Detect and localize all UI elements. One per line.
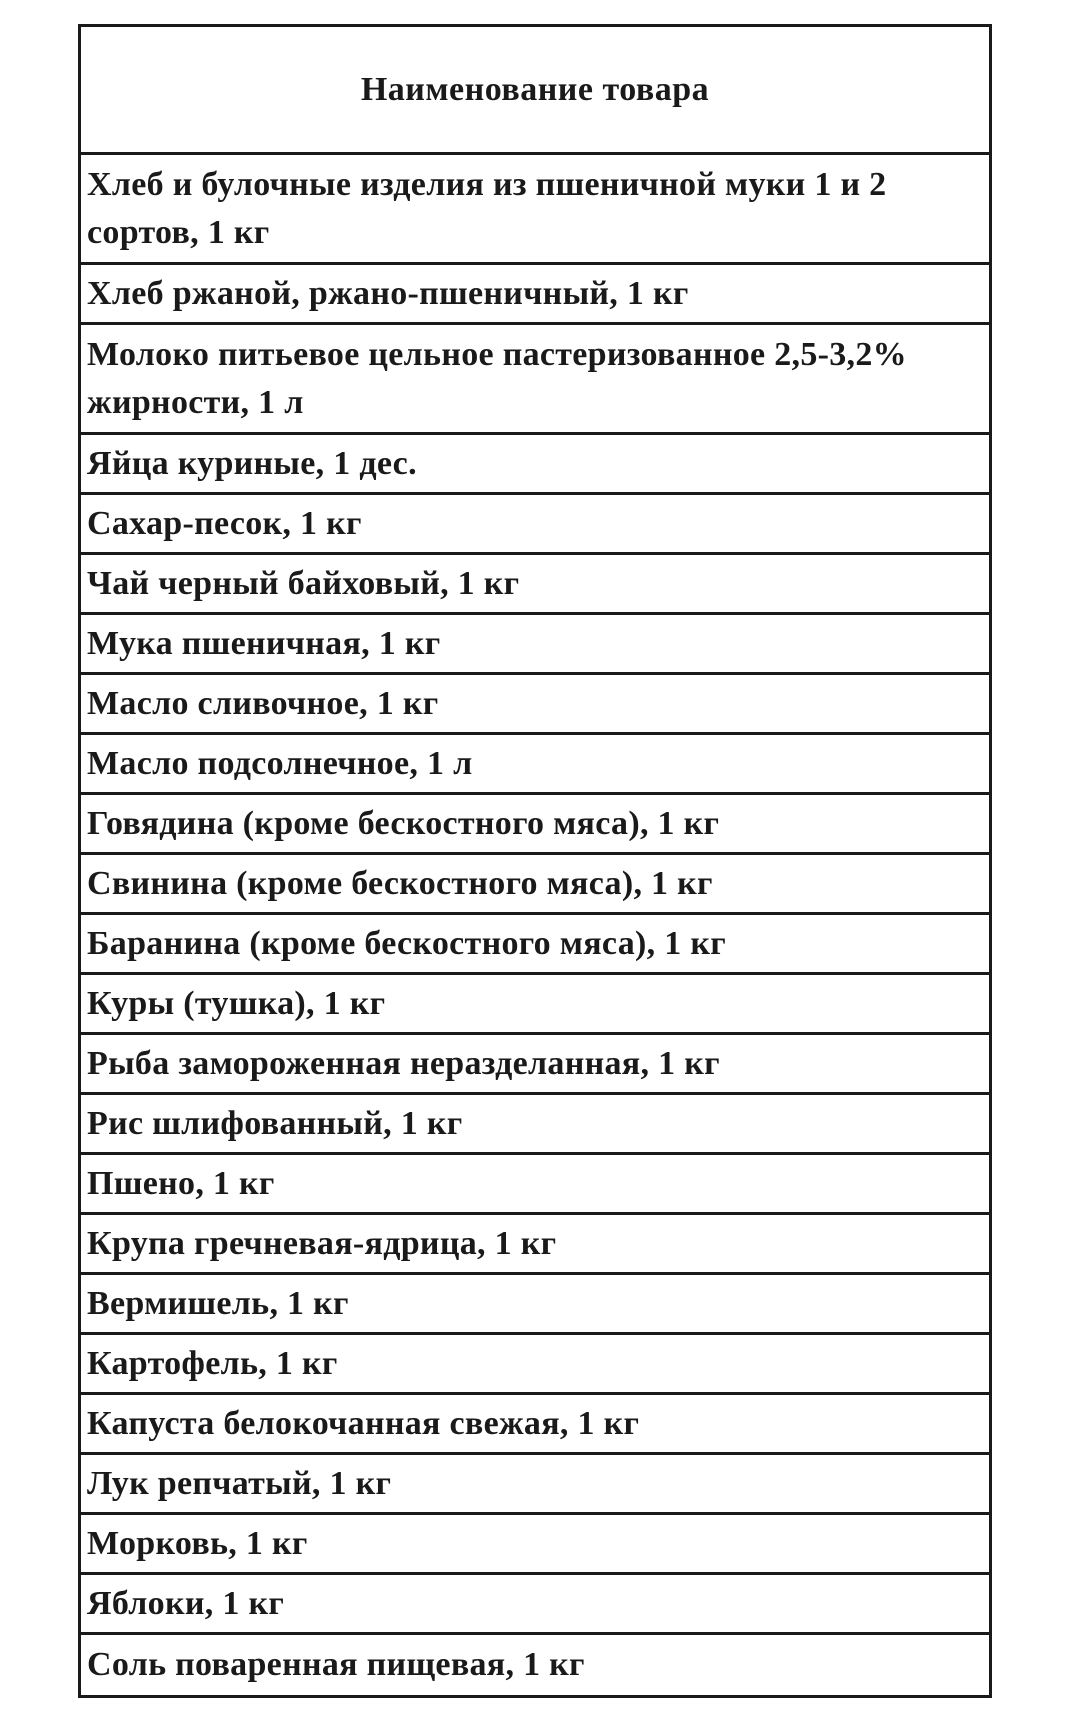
table-row: Вермишель, 1 кг: [81, 1275, 989, 1335]
table-row: Мука пшеничная, 1 кг: [81, 615, 989, 675]
table-row: Картофель, 1 кг: [81, 1335, 989, 1395]
table-row: Говядина (кроме бескостного мяса), 1 кг: [81, 795, 989, 855]
table-row: Морковь, 1 кг: [81, 1515, 989, 1575]
table-row: Масло подсолнечное, 1 л: [81, 735, 989, 795]
table-row: Масло сливочное, 1 кг: [81, 675, 989, 735]
table-row: Баранина (кроме бескостного мяса), 1 кг: [81, 915, 989, 975]
table-row: Крупа гречневая-ядрица, 1 кг: [81, 1215, 989, 1275]
table-row: Рис шлифованный, 1 кг: [81, 1095, 989, 1155]
table-row: Капуста белокочанная свежая, 1 кг: [81, 1395, 989, 1455]
table-row: Рыба замороженная неразделанная, 1 кг: [81, 1035, 989, 1095]
table-row: Сахар-песок, 1 кг: [81, 495, 989, 555]
table-row: Свинина (кроме бескостного мяса), 1 кг: [81, 855, 989, 915]
table-row: Соль поваренная пищевая, 1 кг: [87, 1646, 585, 1683]
product-table: [78, 24, 992, 1698]
table-header: Наименование товара: [81, 27, 989, 155]
table-row: Лук репчатый, 1 кг: [81, 1455, 989, 1515]
table-row: Яблоки, 1 кг: [81, 1575, 989, 1635]
table-row: Пшено, 1 кг: [81, 1155, 989, 1215]
table-row: Хлеб и булочные изделия из пшеничной муки 1 и 2 сортов, 1 кг: [81, 155, 989, 265]
table-row: Куры (тушка), 1 кг: [81, 975, 989, 1035]
table-row: Яйца куриные, 1 дес.: [81, 435, 989, 495]
table-row: Молоко питьевое цельное пастеризованное 2,5-3,2% жирности, 1 л: [81, 325, 989, 435]
table-row: Хлеб ржаной, ржано-пшеничный, 1 кг: [81, 265, 989, 325]
table-row: Чай черный байховый, 1 кг: [81, 555, 989, 615]
